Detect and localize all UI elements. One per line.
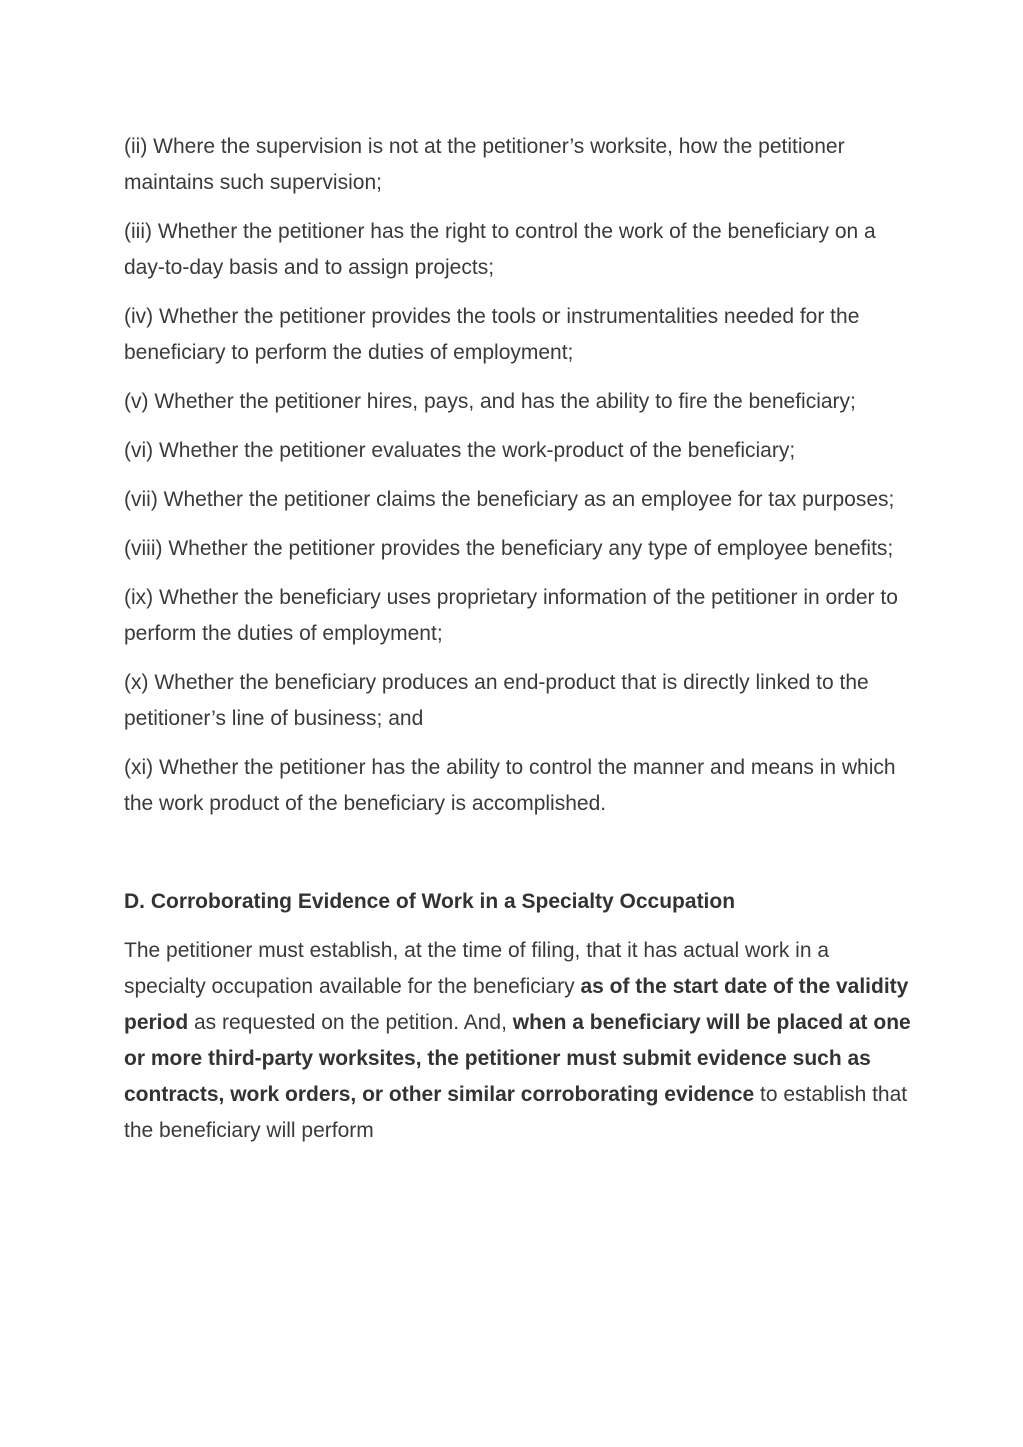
list-item: (xi) Whether the petitioner has the ability to control the manner and means in which the work product of the beneficiary is accomplished. xyxy=(124,756,896,815)
body-text: to establish that the beneficiary will perform xyxy=(124,1083,908,1142)
list-item: (ix) Whether the beneficiary uses proprietary information of the petitioner in order to perform the duties of employment; xyxy=(124,586,898,645)
list-item: (v) Whether the petitioner hires, pays, and has the ability to fire the beneficiary; xyxy=(124,390,856,413)
list-item: (iv) Whether the petitioner provides the tools or instrumentalities needed for the beneficiary to perform the duties of employment; xyxy=(124,305,860,364)
list-item: (ii) Where the supervision is not at the petitioner’s worksite, how the petitioner maintains such supervision; xyxy=(124,135,845,194)
body-text-bold: as of the start date of the validity period xyxy=(124,975,909,1034)
section-heading: D. Corroborating Evidence of Work in a Specialty Occupation xyxy=(124,890,736,913)
body-text-bold: when a beneficiary will be placed at one or more third-party worksites, the petitioner must submit evidence such as contracts, work orders, or other similar corroborating evidence xyxy=(124,1011,911,1106)
body-paragraph xyxy=(124,933,914,1149)
list-item: (vii) Whether the petitioner claims the beneficiary as an employee for tax purposes; xyxy=(124,488,895,511)
list-item: (vi) Whether the petitioner evaluates the work-product of the beneficiary; xyxy=(124,439,796,462)
list-item: (viii) Whether the petitioner provides the beneficiary any type of employee benefits; xyxy=(124,537,894,560)
list-item: (x) Whether the beneficiary produces an end-product that is directly linked to the petitioner’s line of business; and xyxy=(124,671,869,730)
document-page xyxy=(124,129,914,1162)
list-item: (iii) Whether the petitioner has the right to control the work of the beneficiary on a day-to-day basis and to assign projects; xyxy=(124,220,876,279)
body-text: as requested on the petition. And, xyxy=(188,1011,513,1034)
body-text: The petitioner must establish, at the time of filing, that it has actual work in a specialty occupation available for the beneficiary xyxy=(124,939,830,998)
